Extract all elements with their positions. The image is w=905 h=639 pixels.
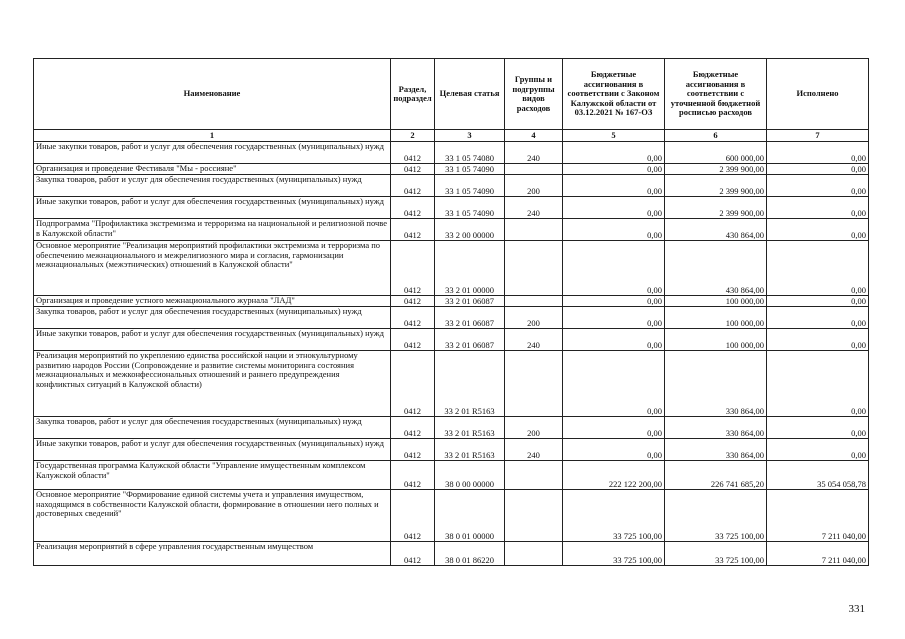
row-group xyxy=(505,164,563,175)
row-name: Иные закупки товаров, работ и услуг для обеспечения государственных (муниципальных) нужд xyxy=(34,197,391,219)
col-number: 1 xyxy=(34,130,391,142)
col-number: 7 xyxy=(767,130,869,142)
row-target: 33 2 01 R5163 xyxy=(435,439,505,461)
row-section: 0412 xyxy=(391,329,435,351)
row-done-amount: 0,00 xyxy=(767,219,869,241)
row-target: 33 2 01 06087 xyxy=(435,329,505,351)
row-name: Основное мероприятие "Формирование единой системы учета и управления имуществом, находящимся в собственности Калужской области, формирование в отношении него полных и достоверных сведений" xyxy=(34,490,391,542)
header-name: Наименование xyxy=(34,59,391,130)
row-group: 200 xyxy=(505,175,563,197)
row-section: 0412 xyxy=(391,197,435,219)
row-target: 33 2 01 00000 xyxy=(435,241,505,296)
row-done-amount: 7 211 040,00 xyxy=(767,490,869,542)
table-row xyxy=(34,142,869,164)
row-group xyxy=(505,542,563,566)
col-number: 2 xyxy=(391,130,435,142)
row-law-amount: 0,00 xyxy=(563,329,665,351)
table-row xyxy=(34,461,869,490)
row-name: Закупка товаров, работ и услуг для обеспечения государственных (муниципальных) нужд xyxy=(34,417,391,439)
row-group: 200 xyxy=(505,417,563,439)
col-number: 3 xyxy=(435,130,505,142)
column-number-row xyxy=(34,130,869,142)
table-row xyxy=(34,490,869,542)
row-name: Иные закупки товаров, работ и услуг для обеспечения государственных (муниципальных) нужд xyxy=(34,142,391,164)
row-name: Организация и проведение устного межнационального журнала "ЛАД" xyxy=(34,296,391,307)
row-target: 33 1 05 74090 xyxy=(435,175,505,197)
budget-table xyxy=(33,58,869,566)
row-law-amount: 0,00 xyxy=(563,241,665,296)
row-section: 0412 xyxy=(391,417,435,439)
row-section: 0412 xyxy=(391,307,435,329)
row-section: 0412 xyxy=(391,351,435,417)
row-law-amount: 0,00 xyxy=(563,439,665,461)
row-law-amount: 0,00 xyxy=(563,219,665,241)
table-row xyxy=(34,307,869,329)
row-done-amount: 0,00 xyxy=(767,417,869,439)
row-name: Иные закупки товаров, работ и услуг для обеспечения государственных (муниципальных) нужд xyxy=(34,439,391,461)
row-refined-amount: 330 864,00 xyxy=(665,439,767,461)
row-done-amount: 0,00 xyxy=(767,307,869,329)
row-name: Организация и проведение Фестиваля "Мы - россияне" xyxy=(34,164,391,175)
col-number: 5 xyxy=(563,130,665,142)
row-law-amount: 0,00 xyxy=(563,296,665,307)
row-refined-amount: 226 741 685,20 xyxy=(665,461,767,490)
row-group xyxy=(505,490,563,542)
row-group: 240 xyxy=(505,142,563,164)
row-group xyxy=(505,296,563,307)
row-section: 0412 xyxy=(391,490,435,542)
table-row xyxy=(34,296,869,307)
row-refined-amount: 100 000,00 xyxy=(665,329,767,351)
row-law-amount: 0,00 xyxy=(563,351,665,417)
row-target: 33 2 01 R5163 xyxy=(435,351,505,417)
table-row xyxy=(34,542,869,566)
header-section: Раздел, подраздел xyxy=(391,59,435,130)
row-target: 33 2 00 00000 xyxy=(435,219,505,241)
table-row xyxy=(34,219,869,241)
row-refined-amount: 430 864,00 xyxy=(665,219,767,241)
row-law-amount: 0,00 xyxy=(563,307,665,329)
row-law-amount: 0,00 xyxy=(563,142,665,164)
row-group xyxy=(505,241,563,296)
row-section: 0412 xyxy=(391,142,435,164)
row-group xyxy=(505,461,563,490)
row-refined-amount: 330 864,00 xyxy=(665,351,767,417)
row-refined-amount: 2 399 900,00 xyxy=(665,175,767,197)
row-target: 33 2 01 06087 xyxy=(435,296,505,307)
row-name: Реализация мероприятий в сфере управления государственным имуществом xyxy=(34,542,391,566)
row-name: Подпрограмма "Профилактика экстремизма и терроризма на национальной и религиозной почве в Калужской области" xyxy=(34,219,391,241)
page-number: 331 xyxy=(848,603,865,615)
row-law-amount: 0,00 xyxy=(563,175,665,197)
row-refined-amount: 100 000,00 xyxy=(665,296,767,307)
row-group xyxy=(505,351,563,417)
row-group: 200 xyxy=(505,307,563,329)
row-refined-amount: 2 399 900,00 xyxy=(665,164,767,175)
row-refined-amount: 100 000,00 xyxy=(665,307,767,329)
row-target: 38 0 01 00000 xyxy=(435,490,505,542)
table-row xyxy=(34,175,869,197)
row-target: 38 0 01 86220 xyxy=(435,542,505,566)
header-refined: Бюджетные ассигнования в соответствии с уточненной бюджетной росписью расходов xyxy=(665,59,767,130)
row-name: Закупка товаров, работ и услуг для обеспечения государственных (муниципальных) нужд xyxy=(34,307,391,329)
table-row xyxy=(34,417,869,439)
row-law-amount: 222 122 200,00 xyxy=(563,461,665,490)
row-refined-amount: 430 864,00 xyxy=(665,241,767,296)
row-group: 240 xyxy=(505,197,563,219)
row-name: Иные закупки товаров, работ и услуг для обеспечения государственных (муниципальных) нужд xyxy=(34,329,391,351)
row-section: 0412 xyxy=(391,164,435,175)
row-target: 33 2 01 06087 xyxy=(435,307,505,329)
row-name: Государственная программа Калужской области "Управление имущественным комплексом Калужской области" xyxy=(34,461,391,490)
row-refined-amount: 600 000,00 xyxy=(665,142,767,164)
table-row xyxy=(34,197,869,219)
row-law-amount: 0,00 xyxy=(563,164,665,175)
row-done-amount: 35 054 058,78 xyxy=(767,461,869,490)
row-name: Закупка товаров, работ и услуг для обеспечения государственных (муниципальных) нужд xyxy=(34,175,391,197)
table-row xyxy=(34,351,869,417)
table-row xyxy=(34,329,869,351)
row-group: 240 xyxy=(505,439,563,461)
row-law-amount: 0,00 xyxy=(563,417,665,439)
row-done-amount: 0,00 xyxy=(767,439,869,461)
header-groups: Группы и подгруппы видов расходов xyxy=(505,59,563,130)
row-section: 0412 xyxy=(391,461,435,490)
row-section: 0412 xyxy=(391,175,435,197)
row-section: 0412 xyxy=(391,542,435,566)
row-refined-amount: 33 725 100,00 xyxy=(665,542,767,566)
row-name: Реализация мероприятий по укреплению единства российской нации и этнокультурному развитию народов России (Сопровождение и развитие системы мониторинга состояния межнациональных и межконфессиональных отношений и раннего предупреждения конфликтных ситуаций в Калужской области) xyxy=(34,351,391,417)
row-section: 0412 xyxy=(391,241,435,296)
header-target: Целевая статья xyxy=(435,59,505,130)
row-done-amount: 0,00 xyxy=(767,241,869,296)
row-section: 0412 xyxy=(391,439,435,461)
header-law: Бюджетные ассигнования в соответствии с Законом Калужской области от 03.12.2021 № 167-ОЗ xyxy=(563,59,665,130)
table-row xyxy=(34,241,869,296)
row-target: 33 2 01 R5163 xyxy=(435,417,505,439)
row-section: 0412 xyxy=(391,296,435,307)
row-law-amount: 33 725 100,00 xyxy=(563,490,665,542)
col-number: 6 xyxy=(665,130,767,142)
row-done-amount: 0,00 xyxy=(767,351,869,417)
row-law-amount: 0,00 xyxy=(563,197,665,219)
header-done: Исполнено xyxy=(767,59,869,130)
row-law-amount: 33 725 100,00 xyxy=(563,542,665,566)
row-target: 33 1 05 74090 xyxy=(435,164,505,175)
row-target: 33 1 05 74080 xyxy=(435,142,505,164)
row-target: 33 1 05 74090 xyxy=(435,197,505,219)
row-done-amount: 0,00 xyxy=(767,142,869,164)
row-done-amount: 7 211 040,00 xyxy=(767,542,869,566)
row-name: Основное мероприятие "Реализация мероприятий профилактики экстремизма и терроризма по обеспечению межнационального и межрелигиозного мира и согласия, гармонизации межнациональных (межэтнических) отношений в Калужской области" xyxy=(34,241,391,296)
table-row xyxy=(34,164,869,175)
row-done-amount: 0,00 xyxy=(767,164,869,175)
header-row xyxy=(34,59,869,130)
row-group xyxy=(505,219,563,241)
row-section: 0412 xyxy=(391,219,435,241)
row-done-amount: 0,00 xyxy=(767,197,869,219)
col-number: 4 xyxy=(505,130,563,142)
row-done-amount: 0,00 xyxy=(767,296,869,307)
row-done-amount: 0,00 xyxy=(767,175,869,197)
row-done-amount: 0,00 xyxy=(767,329,869,351)
row-refined-amount: 330 864,00 xyxy=(665,417,767,439)
row-target: 38 0 00 00000 xyxy=(435,461,505,490)
row-refined-amount: 2 399 900,00 xyxy=(665,197,767,219)
row-refined-amount: 33 725 100,00 xyxy=(665,490,767,542)
row-group: 240 xyxy=(505,329,563,351)
table-row xyxy=(34,439,869,461)
